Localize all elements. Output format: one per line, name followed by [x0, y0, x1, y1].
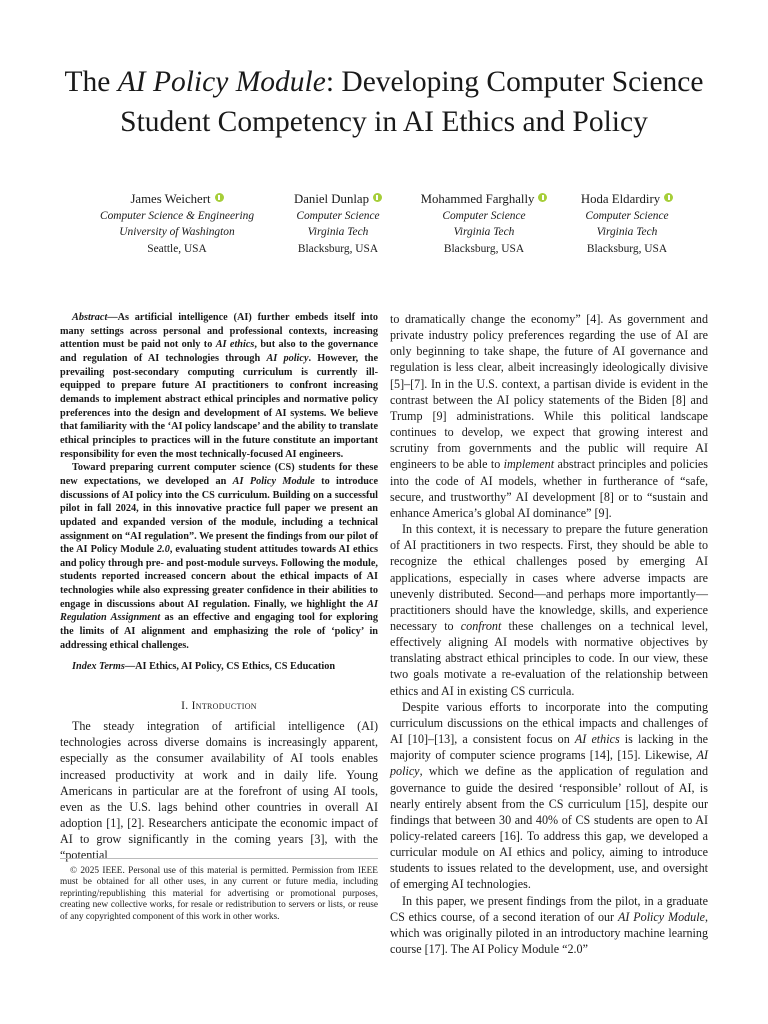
index-terms-label: Index Terms	[72, 661, 125, 673]
abstract-label: Abstract	[72, 312, 108, 323]
footnote-divider	[60, 858, 378, 859]
author-inst: University of Washington	[119, 226, 235, 238]
intro-paragraph-continued: to dramatically change the economy” [4]. As government and private industry policy preferences regarding the use of AI are only beginning to take shape, the future of AI governance and regulation is less clear, albeit increasingly ideologically divisive [5]–[7]. In in the U.S. context, a partisan divide is evident in the contrast between the AI policy statements of the Biden [8] and Trump [9] administrations. While this political landscape continues to develop, we expect that growing interest and scrutiny from governments and the public will require AI engineers to be able to implement abstract principles and policies into the code of AI models, whether in furtherance of “safe, secure, and trustworthy” AI development [8] or to “sustain and enhance America’s global AI dominance” [9].	[390, 312, 708, 520]
author-name: Mohammed Farghally	[420, 192, 535, 206]
author-dept: Computer Science	[585, 209, 669, 222]
author-block	[0, 191, 768, 261]
right-column	[390, 311, 708, 957]
index-terms: Index Terms—AI Ethics, AI Policy, CS Ethics, CS Education	[72, 661, 336, 673]
author-dept: Computer Science	[296, 209, 380, 222]
intro-paragraph-3: Despite various efforts to incorporate into the computing curriculum discussions on the ethical impacts and challenges of AI [10]–[13], a consistent focus on AI ethics is lacking in the majority of computer science programs [14], [15]. Likewise, AI policy, which we define as the application of regulation and governance to guide the desired ‘responsible’ rollout of AI, is nearly entirely absent from the CS curriculum [15], despite our findings that between 30 and 40% of CS students are open to AI policy-related careers [16]. To address this gap, we developed a curricular module on AI ethics and policy, aiming to introduce students to issues related to the development, use, and oversight of emerging AI technologies.	[390, 699, 708, 892]
author-location: Seattle, USA	[147, 242, 207, 255]
author-inst: Virginia Tech	[596, 226, 658, 238]
copyright-notice: © 2025 IEEE. Personal use of this material is permitted. Permission from IEEE must be obtained for all other uses, in any current or future media, including reprinting/republishing this material for advertising or promotional purposes, creating new collective works, for resale or redistribution to servers or lists, or reuse of any copyrighted component of this work in other works.	[60, 866, 378, 922]
intro-paragraph-2: In this context, it is necessary to prepare the future generation of AI practitioners in two respects. First, they should be able to recognize the ethical challenges posed by emerging AI applications, especially in cases where adverse impacts are unevenly distributed. Second—and perhaps more importantly—practitioners should have the knowledge, skills, and experience necessary to confront these challenges on a technical level, effectively aligning AI models with normative objectives by translating abstract ethical principles to code. In our view, these two goals motivate a re-evaluation of the relationship between ethics and AI in existing CS curricula.	[390, 522, 708, 698]
author-name: Hoda Eldardiry	[580, 192, 661, 206]
paper-title-italic: AI Policy Module	[117, 66, 326, 98]
author-4	[532, 191, 722, 257]
orcid-icon[interactable]	[664, 193, 673, 202]
left-column	[60, 311, 378, 863]
author-dept: Computer Science & Engineering	[99, 209, 255, 222]
author-name: James Weichert	[130, 192, 211, 206]
author-location: Blacksburg, USA	[297, 242, 379, 255]
orcid-icon[interactable]	[373, 193, 382, 202]
abstract-paragraph-2: Toward preparing current computer science (CS) students for these new expectations, we developed an AI Policy Module to introduce discussions of AI policy into the CS curriculum. Building on a successful pilot in fall 2024, in this innovative practice full paper we present an updated and expanded version of the module, including a technical assignment on “AI regulation”. We present the findings from our pilot of the AI Policy Module 2.0, evaluating student attitudes towards AI ethics and policy through pre- and post-module surveys. Following the module, students reported increased concern about the ethical impacts of AI technologies while also expressing greater confidence in their abilities to engage in discussions about AI regulation. Finally, we highlight the AI Regulation Assignment as an effective and engaging tool for exploring the limits of AI alignment and emphasizing the role of ‘policy’ in addressing ethical challenges.	[60, 462, 379, 651]
paper-title: The AI Policy Module: Developing Computer Science Student Competency in AI Ethics and Policy	[64, 66, 704, 138]
intro-paragraph-1: The steady integration of artificial intelligence (AI) technologies across diverse domains is increasingly apparent, especially as the consumer availability of AI tools enables increased productivity at work and in daily life. Young Americans in particular are at the forefront of using AI tools, even as the U.S. lags behind other countries in overall AI adoption [1], [2]. Researchers anticipate the economic impact of AI to grow significantly in the coming years [3], with the “potential	[60, 719, 378, 863]
author-inst: Virginia Tech	[307, 226, 369, 238]
section-heading-introduction: I. Introduction	[181, 700, 257, 713]
abstract-paragraph-1: Abstract—As artificial intelligence (AI) further embeds itself into many settings across personal and professional contexts, increasing attention must be paid not only to AI ethics, but also to the governance and regulation of AI technologies through AI policy. However, the prevailing post-secondary computing curriculum is currently ill-equipped to prepare future AI practitioners to confront increasing demands to implement abstract ethical principles and normative policy preferences into the design and development of AI systems. We believe that familiarity with the ‘AI policy landscape’ and the ability to translate ethical principles to practices will in the future constitute an important responsibility for even the most technically-focused AI engineers.	[60, 312, 379, 460]
author-location: Blacksburg, USA	[586, 242, 668, 255]
author-inst: Virginia Tech	[453, 226, 515, 238]
author-dept: Computer Science	[442, 209, 526, 222]
author-location: Blacksburg, USA	[443, 242, 525, 255]
intro-paragraph-4: In this paper, we present findings from the pilot, in a graduate CS ethics course, of a second iteration of our AI Policy Module, which was originally piloted in an introductory machine learning course [17]. The AI Policy Module “2.0”	[390, 893, 708, 957]
orcid-icon[interactable]	[215, 193, 224, 202]
author-name: Daniel Dunlap	[294, 192, 369, 206]
